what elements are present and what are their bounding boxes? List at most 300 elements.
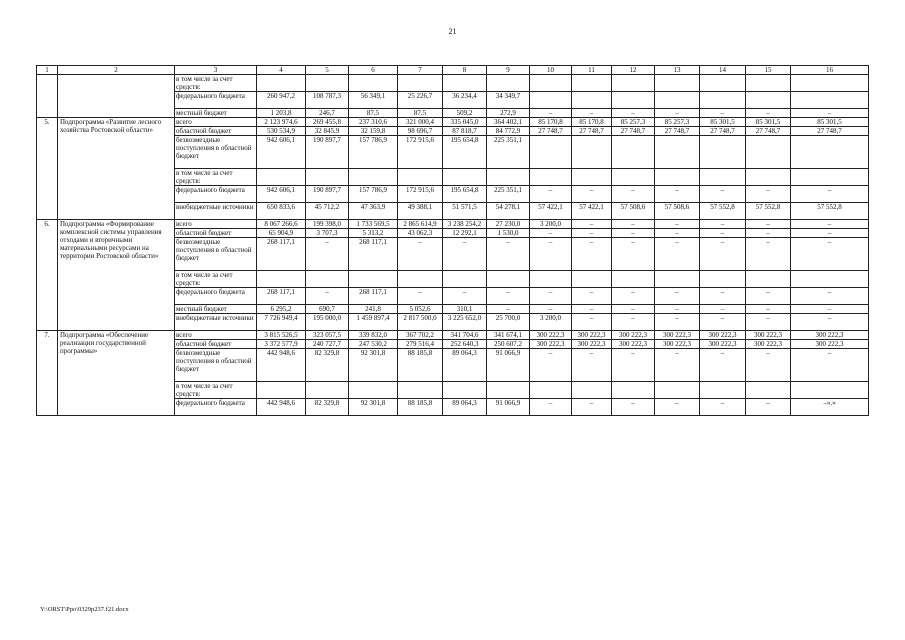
- value-cell: 57 422,1: [530, 203, 572, 220]
- value-cell: [572, 75, 612, 92]
- value-cell: [572, 169, 612, 186]
- value-cell: 323 057,5: [306, 331, 349, 340]
- value-cell: 27 748,7: [530, 127, 572, 136]
- value-cell: [349, 75, 398, 92]
- value-cell: –: [572, 399, 612, 416]
- value-cell: 3 815 526,5: [257, 331, 306, 340]
- value-cell: –: [700, 399, 746, 416]
- header-cell: 10: [530, 66, 572, 75]
- value-cell: 321 000,4: [398, 118, 443, 127]
- value-cell: –: [306, 288, 349, 305]
- value-cell: –: [655, 305, 700, 314]
- value-cell: –: [655, 186, 700, 203]
- value-cell: 57 552,8: [746, 203, 791, 220]
- value-cell: –: [791, 238, 869, 271]
- value-cell: –: [746, 229, 791, 238]
- value-cell: –: [398, 288, 443, 305]
- value-cell: [487, 271, 530, 288]
- value-cell: [257, 169, 306, 186]
- value-cell: [349, 382, 398, 399]
- value-cell: 27 748,7: [655, 127, 700, 136]
- value-cell: –: [791, 305, 869, 314]
- value-cell: [746, 271, 791, 288]
- value-cell: 88 185,8: [398, 399, 443, 416]
- value-cell: [572, 92, 612, 109]
- value-cell: [443, 382, 487, 399]
- funding-source-label: областной бюджет: [175, 229, 257, 238]
- value-cell: –: [612, 220, 655, 229]
- value-cell: 84 772,9: [487, 127, 530, 136]
- value-cell: [612, 271, 655, 288]
- value-cell: 91 066,9: [487, 349, 530, 382]
- value-cell: –».»: [791, 399, 869, 416]
- value-cell: [443, 169, 487, 186]
- funding-source-label: федерального бюджета: [175, 288, 257, 305]
- value-cell: 98 696,7: [398, 127, 443, 136]
- header-cell: 16: [791, 66, 869, 75]
- value-cell: [791, 136, 869, 169]
- value-cell: –: [746, 220, 791, 229]
- value-cell: [398, 271, 443, 288]
- value-cell: 54 278,1: [487, 203, 530, 220]
- value-cell: 690,7: [306, 305, 349, 314]
- value-cell: [306, 382, 349, 399]
- program-name: [58, 75, 175, 118]
- value-cell: 82 329,8: [306, 349, 349, 382]
- value-cell: 25 700,0: [487, 314, 530, 331]
- value-cell: 268 117,1: [349, 238, 398, 271]
- header-cell: 13: [655, 66, 700, 75]
- funding-source-label: всего: [175, 331, 257, 340]
- value-cell: 27 230,0: [487, 220, 530, 229]
- value-cell: 268 117,1: [257, 288, 306, 305]
- value-cell: –: [791, 220, 869, 229]
- value-cell: [398, 75, 443, 92]
- value-cell: –: [791, 349, 869, 382]
- value-cell: 942 606,1: [257, 136, 306, 169]
- value-cell: 82 329,8: [306, 399, 349, 416]
- header-cell: 14: [700, 66, 746, 75]
- value-cell: [306, 75, 349, 92]
- value-cell: [572, 382, 612, 399]
- value-cell: –: [572, 109, 612, 118]
- value-cell: –: [530, 288, 572, 305]
- value-cell: 92 301,8: [349, 399, 398, 416]
- value-cell: [530, 169, 572, 186]
- value-cell: 300 222,3: [700, 331, 746, 340]
- value-cell: 300 222,3: [791, 331, 869, 340]
- funding-source-label: областной бюджет: [175, 127, 257, 136]
- value-cell: 300 222,3: [655, 331, 700, 340]
- value-cell: 942 606,1: [257, 186, 306, 203]
- value-cell: [398, 169, 443, 186]
- funding-source-label: в том числе за счет средств:: [175, 271, 257, 288]
- value-cell: 268 117,1: [257, 238, 306, 271]
- table-row: [37, 118, 869, 127]
- value-cell: [306, 271, 349, 288]
- value-cell: 172 915,6: [398, 136, 443, 169]
- value-cell: [572, 136, 612, 169]
- funding-source-label: федерального бюджета: [175, 186, 257, 203]
- value-cell: 3 200,0: [530, 220, 572, 229]
- value-cell: 190 897,7: [306, 136, 349, 169]
- value-cell: [746, 382, 791, 399]
- value-cell: 269 455,8: [306, 118, 349, 127]
- value-cell: –: [572, 229, 612, 238]
- value-cell: 65 904,9: [257, 229, 306, 238]
- value-cell: 300 222,3: [530, 331, 572, 340]
- program-number: [37, 75, 58, 118]
- header-row: [37, 66, 869, 75]
- funding-source-label: внебюджетные источники: [175, 314, 257, 331]
- value-cell: 300 222,3: [791, 340, 869, 349]
- value-cell: –: [612, 109, 655, 118]
- value-cell: –: [655, 109, 700, 118]
- value-cell: [700, 92, 746, 109]
- value-cell: 3 707,3: [306, 229, 349, 238]
- value-cell: 88 185,8: [398, 349, 443, 382]
- value-cell: 85 170,8: [572, 118, 612, 127]
- value-cell: –: [487, 305, 530, 314]
- header-cell: 15: [746, 66, 791, 75]
- value-cell: 47 363,9: [349, 203, 398, 220]
- value-cell: [791, 271, 869, 288]
- value-cell: –: [530, 229, 572, 238]
- value-cell: 250 607,2: [487, 340, 530, 349]
- value-cell: [791, 92, 869, 109]
- value-cell: [655, 75, 700, 92]
- value-cell: 57 552,8: [700, 203, 746, 220]
- value-cell: 300 222,3: [572, 331, 612, 340]
- program-name: Подпрограмма «Развитие лесного хозяйства Ростовской области»: [58, 118, 175, 220]
- value-cell: –: [306, 238, 349, 271]
- value-cell: 27 748,7: [700, 127, 746, 136]
- value-cell: 7 726 949,4: [257, 314, 306, 331]
- value-cell: 442 948,6: [257, 399, 306, 416]
- value-cell: 8 067 266,6: [257, 220, 306, 229]
- value-cell: –: [655, 349, 700, 382]
- value-cell: [443, 75, 487, 92]
- funding-source-label: всего: [175, 118, 257, 127]
- value-cell: [655, 271, 700, 288]
- value-cell: [791, 169, 869, 186]
- funding-source-label: в том числе за счет средств:: [175, 169, 257, 186]
- value-cell: –: [700, 229, 746, 238]
- value-cell: 6 295,2: [257, 305, 306, 314]
- value-cell: 252 640,3: [443, 340, 487, 349]
- value-cell: –: [530, 349, 572, 382]
- value-cell: 300 222,3: [530, 340, 572, 349]
- value-cell: –: [746, 186, 791, 203]
- value-cell: 300 222,3: [746, 340, 791, 349]
- value-cell: 57 552,8: [791, 203, 869, 220]
- value-cell: –: [398, 238, 443, 271]
- value-cell: 157 786,9: [349, 136, 398, 169]
- table-body: [37, 66, 869, 416]
- value-cell: 85 257,3: [655, 118, 700, 127]
- value-cell: 87,5: [398, 109, 443, 118]
- funding-source-label: местный бюджет: [175, 305, 257, 314]
- value-cell: [700, 136, 746, 169]
- value-cell: –: [443, 238, 487, 271]
- value-cell: –: [612, 288, 655, 305]
- value-cell: –: [655, 288, 700, 305]
- value-cell: 25 226,7: [398, 92, 443, 109]
- value-cell: 57 508,6: [612, 203, 655, 220]
- value-cell: –: [746, 305, 791, 314]
- header-cell: 9: [487, 66, 530, 75]
- value-cell: 51 571,5: [443, 203, 487, 220]
- value-cell: 240 727,7: [306, 340, 349, 349]
- header-cell: 2: [58, 66, 175, 75]
- value-cell: –: [612, 314, 655, 331]
- funding-source-label: безвозмездные поступления в областной бюджет: [175, 136, 257, 169]
- value-cell: 85 301,5: [700, 118, 746, 127]
- value-cell: [612, 75, 655, 92]
- value-cell: 3 372 577,9: [257, 340, 306, 349]
- value-cell: –: [791, 229, 869, 238]
- value-cell: –: [655, 220, 700, 229]
- value-cell: 367 702,2: [398, 331, 443, 340]
- value-cell: –: [746, 349, 791, 382]
- value-cell: [612, 92, 655, 109]
- value-cell: 85 170,8: [530, 118, 572, 127]
- value-cell: 87 818,7: [443, 127, 487, 136]
- value-cell: 1 203,8: [257, 109, 306, 118]
- value-cell: [443, 271, 487, 288]
- value-cell: 27 748,7: [791, 127, 869, 136]
- value-cell: 32 845,9: [306, 127, 349, 136]
- value-cell: –: [746, 399, 791, 416]
- value-cell: 1 459 897,4: [349, 314, 398, 331]
- value-cell: –: [791, 109, 869, 118]
- value-cell: –: [612, 186, 655, 203]
- value-cell: 225 351,1: [487, 136, 530, 169]
- value-cell: –: [700, 186, 746, 203]
- value-cell: –: [530, 305, 572, 314]
- value-cell: –: [700, 109, 746, 118]
- value-cell: –: [746, 238, 791, 271]
- value-cell: –: [530, 238, 572, 271]
- program-number: 5.: [37, 118, 58, 220]
- footer-file-path: Y:\ORST\Ppo\0329p237.f21.docx: [40, 606, 129, 613]
- value-cell: 272,9: [487, 109, 530, 118]
- value-cell: –: [791, 314, 869, 331]
- value-cell: 27 748,7: [572, 127, 612, 136]
- value-cell: [487, 169, 530, 186]
- value-cell: –: [700, 349, 746, 382]
- value-cell: 56 349,1: [349, 92, 398, 109]
- funding-source-label: безвозмездные поступления в областной бюджет: [175, 349, 257, 382]
- value-cell: 89 064,3: [443, 399, 487, 416]
- value-cell: 300 222,3: [572, 340, 612, 349]
- value-cell: 442 948,6: [257, 349, 306, 382]
- value-cell: 225 351,1: [487, 186, 530, 203]
- value-cell: [257, 75, 306, 92]
- value-cell: 49 388,1: [398, 203, 443, 220]
- value-cell: –: [572, 305, 612, 314]
- value-cell: –: [612, 305, 655, 314]
- page-number: 21: [448, 27, 457, 36]
- value-cell: 195 654,8: [443, 136, 487, 169]
- value-cell: [746, 169, 791, 186]
- value-cell: [530, 136, 572, 169]
- funding-source-label: безвозмездные поступления в областной бюджет: [175, 238, 257, 271]
- program-number: 6.: [37, 220, 58, 331]
- value-cell: –: [700, 305, 746, 314]
- value-cell: 339 832,0: [349, 331, 398, 340]
- value-cell: [746, 92, 791, 109]
- value-cell: –: [700, 238, 746, 271]
- value-cell: 57 508,6: [655, 203, 700, 220]
- value-cell: –: [612, 229, 655, 238]
- value-cell: 364 402,1: [487, 118, 530, 127]
- value-cell: 530 534,9: [257, 127, 306, 136]
- value-cell: 5 313,2: [349, 229, 398, 238]
- value-cell: [530, 382, 572, 399]
- value-cell: –: [530, 109, 572, 118]
- value-cell: –: [655, 238, 700, 271]
- header-cell: 8: [443, 66, 487, 75]
- value-cell: 57 422,1: [572, 203, 612, 220]
- value-cell: –: [700, 288, 746, 305]
- value-cell: [700, 75, 746, 92]
- value-cell: [655, 382, 700, 399]
- value-cell: 300 222,3: [700, 340, 746, 349]
- value-cell: 3 200,0: [530, 314, 572, 331]
- header-cell: 4: [257, 66, 306, 75]
- value-cell: [349, 169, 398, 186]
- value-cell: 650 833,6: [257, 203, 306, 220]
- value-cell: 27 748,7: [746, 127, 791, 136]
- value-cell: [746, 136, 791, 169]
- value-cell: 91 066,9: [487, 399, 530, 416]
- program-name: Подпрограмма «Формирование комплексной системы управления отходами и вторичными материальными ресурсами на территории Ростовской области»: [58, 220, 175, 331]
- funding-source-label: федерального бюджета: [175, 399, 257, 416]
- value-cell: 12 292,1: [443, 229, 487, 238]
- value-cell: 32 159,8: [349, 127, 398, 136]
- table-row: [37, 220, 869, 229]
- value-cell: [530, 75, 572, 92]
- value-cell: [655, 92, 700, 109]
- value-cell: [572, 271, 612, 288]
- value-cell: 260 947,2: [257, 92, 306, 109]
- value-cell: –: [612, 349, 655, 382]
- value-cell: [257, 382, 306, 399]
- value-cell: 92 301,8: [349, 349, 398, 382]
- value-cell: –: [746, 288, 791, 305]
- header-cell: 6: [349, 66, 398, 75]
- value-cell: 89 064,3: [443, 349, 487, 382]
- header-cell: 11: [572, 66, 612, 75]
- value-cell: 1 733 569,5: [349, 220, 398, 229]
- value-cell: 199 398,0: [306, 220, 349, 229]
- funding-source-label: федерального бюджета: [175, 92, 257, 109]
- value-cell: 45 712,2: [306, 203, 349, 220]
- value-cell: 310,1: [443, 305, 487, 314]
- value-cell: [349, 271, 398, 288]
- value-cell: 108 787,3: [306, 92, 349, 109]
- value-cell: –: [572, 238, 612, 271]
- value-cell: –: [791, 288, 869, 305]
- value-cell: 300 222,3: [655, 340, 700, 349]
- value-cell: 3 225 652,0: [443, 314, 487, 331]
- value-cell: [700, 169, 746, 186]
- value-cell: –: [572, 186, 612, 203]
- funding-source-label: областной бюджет: [175, 340, 257, 349]
- value-cell: 85 301,5: [791, 118, 869, 127]
- value-cell: –: [612, 238, 655, 271]
- value-cell: 268 117,1: [349, 288, 398, 305]
- value-cell: –: [700, 314, 746, 331]
- value-cell: –: [530, 186, 572, 203]
- value-cell: –: [655, 399, 700, 416]
- value-cell: 27 748,7: [612, 127, 655, 136]
- value-cell: 300 222,3: [612, 331, 655, 340]
- funding-source-label: внебюджетные источники: [175, 203, 257, 220]
- value-cell: [700, 271, 746, 288]
- value-cell: [612, 136, 655, 169]
- value-cell: 237 310,6: [349, 118, 398, 127]
- value-cell: 300 222,3: [612, 340, 655, 349]
- header-cell: 7: [398, 66, 443, 75]
- value-cell: [791, 75, 869, 92]
- value-cell: [746, 75, 791, 92]
- funding-source-label: в том числе за счет средств:: [175, 382, 257, 399]
- value-cell: 509,2: [443, 109, 487, 118]
- value-cell: –: [746, 314, 791, 331]
- value-cell: 341 674,1: [487, 331, 530, 340]
- value-cell: 241,8: [349, 305, 398, 314]
- funding-source-label: всего: [175, 220, 257, 229]
- table-row: [37, 75, 869, 92]
- program-number: 7.: [37, 331, 58, 416]
- value-cell: 246,7: [306, 109, 349, 118]
- header-cell: 5: [306, 66, 349, 75]
- value-cell: 2 123 974,6: [257, 118, 306, 127]
- value-cell: –: [487, 288, 530, 305]
- value-cell: 247 530,2: [349, 340, 398, 349]
- value-cell: 157 786,9: [349, 186, 398, 203]
- value-cell: 172 915,6: [398, 186, 443, 203]
- value-cell: –: [530, 399, 572, 416]
- header-cell: 3: [175, 66, 257, 75]
- value-cell: 2 817 500,0: [398, 314, 443, 331]
- value-cell: [612, 382, 655, 399]
- value-cell: –: [487, 238, 530, 271]
- value-cell: –: [443, 288, 487, 305]
- value-cell: –: [700, 220, 746, 229]
- value-cell: 5 052,6: [398, 305, 443, 314]
- value-cell: –: [655, 314, 700, 331]
- budget-table: [36, 65, 869, 416]
- value-cell: 300 222,3: [746, 331, 791, 340]
- header-cell: 1: [37, 66, 58, 75]
- value-cell: 195 000,0: [306, 314, 349, 331]
- value-cell: [530, 271, 572, 288]
- value-cell: [655, 136, 700, 169]
- value-cell: 1 530,0: [487, 229, 530, 238]
- value-cell: 85 301,5: [746, 118, 791, 127]
- value-cell: 43 062,3: [398, 229, 443, 238]
- value-cell: [398, 382, 443, 399]
- funding-source-label: местный бюджет: [175, 109, 257, 118]
- value-cell: –: [572, 220, 612, 229]
- value-cell: 34 349,7: [487, 92, 530, 109]
- value-cell: –: [572, 314, 612, 331]
- value-cell: [791, 382, 869, 399]
- value-cell: 3 238 254,2: [443, 220, 487, 229]
